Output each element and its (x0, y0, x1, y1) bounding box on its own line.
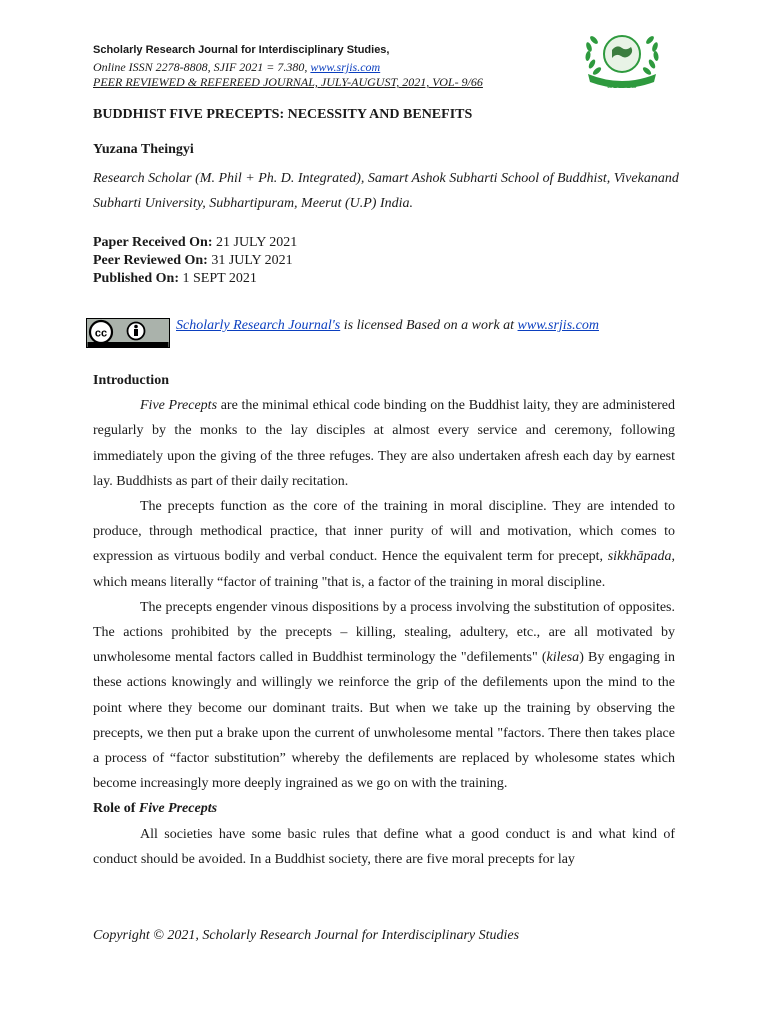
peer-review-line: PEER REVIEWED & REFEREED JOURNAL, JULY-AUGUST, 2021, VOL- 9/66 (93, 75, 483, 89)
received-date-line (93, 234, 297, 252)
role-heading: Role of Five Precepts (93, 801, 218, 817)
published-date: 1 SEPT 2021 (178, 271, 257, 286)
author-name: Yuzana Theingyi (93, 142, 194, 157)
paper-dates (93, 234, 297, 288)
license-text: is licensed Based on a work at (340, 318, 518, 333)
license-line (176, 318, 599, 334)
copyright-footer: Copyright © 2021, Scholarly Research Journal for Interdisciplinary Studies (93, 928, 520, 943)
introduction-heading: Introduction (93, 373, 169, 388)
published-label: Published On: (93, 271, 179, 286)
journal-website-link[interactable]: www.srjis.com (310, 60, 381, 74)
received-label: Paper Received On: (93, 235, 213, 250)
reviewed-date: 31 JULY 2021 (207, 253, 293, 268)
svg-text:cc: cc (94, 327, 108, 340)
paragraph-2: The precepts function as the core of the training in moral discipline. They are intended to produce, through methodical practice, that inner purity of will and motivation, which comes to expression as virtuous bodily and verbal conduct. Hence the equivalent term for precept, sikkhāpada, which means literally “factor of training "that is, a factor of the training in moral discipline. (93, 499, 675, 590)
paper-title: BUDDHIST FIVE PRECEPTS: NECESSITY AND BENEFITS (93, 107, 473, 122)
journal-name: Scholarly Research Journal for Interdisciplinary Studies, (93, 44, 390, 56)
reviewed-label: Peer Reviewed On: (93, 253, 208, 268)
issn-line (93, 60, 380, 75)
logo-text: SRJIS (607, 79, 637, 91)
paragraph-4: All societies have some basic rules that define what a good conduct is and what kind of conduct should be avoided. In a Buddhist society, there are five moral precepts for lay (93, 826, 675, 867)
paragraph-3: The precepts engender vinous dispositions by a process involving the substitution of opposites. The actions prohibited by the precepts – killing, stealing, adultery, etc., are all motivated by unwholesome mental factors called in Buddhist terminology the "defilements" (kilesa) By engaging in these actions knowingly and willingly we reinforce the grip of the defilements upon the mind to the point where they become our dominant traits. But when we take up the training by observing the precepts, we then put a brake upon the current of unwholesome mental "factors. There then takes place a process of “factor substitution” whereby the defilements are replaced by wholesome states which become increasingly more deeply ingrained as we go on with the training. (93, 599, 675, 792)
received-date: 21 JULY 2021 (212, 235, 298, 250)
paragraph-1: Five Precepts are the minimal ethical code binding on the Buddhist laity, they are administered regularly by the monks to the lay disciples at almost every service and ceremony, following immediately upon the giving of the three refuges. They are also undertaken afresh each day by earnest lay. Buddhists as part of their daily recitation. (93, 398, 675, 489)
journal-license-link[interactable]: Scholarly Research Journal's (176, 318, 341, 333)
website-link[interactable]: www.srjis.com (517, 318, 599, 333)
author-affiliation: Research Scholar (M. Phil + Ph. D. Integrated), Samart Ashok Subharti School of Buddhist, Vivekanand Subharti University, Subhartipuram, Meerut (U.P) India. (93, 171, 679, 211)
reviewed-date-line (93, 252, 297, 270)
creative-commons-badge[interactable] (86, 318, 170, 348)
issn-text: Online ISSN 2278-8808, SJIF 2021 = 7.380, (93, 60, 311, 74)
paper-body (93, 368, 675, 872)
published-date-line (93, 270, 297, 288)
srjis-logo (574, 30, 670, 96)
